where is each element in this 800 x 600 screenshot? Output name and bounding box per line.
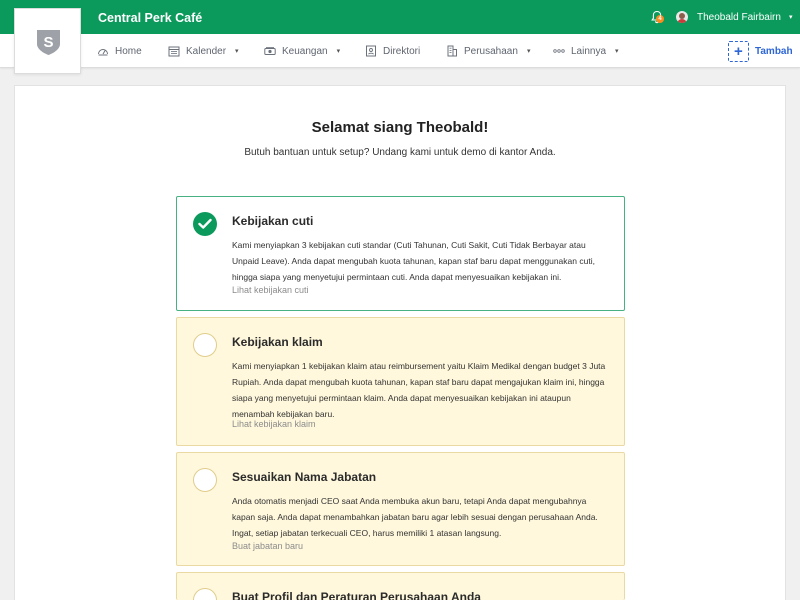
- building-icon: [446, 45, 458, 57]
- company-logo[interactable]: [14, 8, 81, 74]
- company-name[interactable]: Central Perk Café: [98, 11, 203, 25]
- nav-label: Perusahaan: [464, 45, 518, 57]
- add-button[interactable]: [728, 41, 749, 62]
- top-bar: [0, 0, 800, 34]
- chevron-down-icon: ▾: [235, 48, 239, 55]
- page-subtitle: Butuh bantuan untuk setup? Undang kami untuk demo di kantor Anda.: [244, 147, 556, 158]
- card-link[interactable]: Buat jabatan baru: [232, 541, 304, 551]
- directory-icon: [365, 45, 377, 57]
- calendar-icon: [168, 45, 180, 57]
- card-link[interactable]: Lihat kebijakan klaim: [232, 419, 316, 429]
- chevron-down-icon: ▾: [526, 48, 531, 55]
- notification-badge: 4: [656, 15, 664, 23]
- nav-item-home[interactable]: [97, 34, 142, 68]
- setup-card-leave-policy: [176, 196, 625, 311]
- card-description: Kami menyiapkan 3 kebijakan cuti standar (Cuti Tahunan, Cuti Sakit, Cuti Tidak Berbayar atau Unpaid Leave). Anda dapat mengubah kuota tahunan, kapan staf baru dapat menggunakan cuti, hingga siapa yang menyetujui permintaan cuti. Anda dapat menyesuaikan kebijakan ini.: [232, 240, 595, 282]
- nav-item-keuangan[interactable]: [264, 34, 340, 68]
- setup-card-job-titles: [176, 452, 625, 566]
- money-icon: [264, 45, 276, 57]
- plus-icon: +: [734, 43, 743, 60]
- check-circle-icon[interactable]: [193, 212, 217, 236]
- card-title: Kebijakan cuti: [232, 214, 314, 228]
- nav-label: Lainnya: [571, 45, 607, 57]
- nav-label: Keuangan: [282, 45, 328, 57]
- card-title: Buat Profil dan Peraturan Perusahaan Anda: [232, 590, 481, 600]
- dashboard-icon: [97, 45, 109, 57]
- card-link[interactable]: Lihat kebijakan cuti: [232, 285, 309, 295]
- empty-circle-icon[interactable]: [193, 468, 217, 492]
- card-title: Sesuaikan Nama Jabatan: [232, 470, 377, 484]
- nav-item-direktori[interactable]: [365, 34, 420, 68]
- setup-card-company-profile: [176, 572, 625, 600]
- nav-item-lainnya[interactable]: [553, 34, 619, 68]
- nav-item-kalender[interactable]: [168, 34, 239, 68]
- shield-logo-icon: [36, 28, 61, 56]
- chevron-down-icon[interactable]: ▾: [789, 14, 793, 21]
- more-icon: [553, 45, 565, 57]
- nav-item-perusahaan[interactable]: [446, 34, 530, 68]
- main-nav: [0, 34, 800, 68]
- nav-label: Direktori: [383, 45, 421, 57]
- card-description: Kami menyiapkan 1 kebijakan klaim atau reimbursement yaitu Klaim Medikal dengan budget 3 Juta Rupiah. Anda dapat mengubah kuota tahunan, kapan staf baru dapat mengajukan klaim ini, hingga siapa yang menyetujui permintaan klaim. Anda dapat menyesuaikan kebijakan ini ataupun menambah kebijakan baru.: [232, 361, 606, 419]
- empty-circle-icon[interactable]: [193, 333, 217, 357]
- page-title: Selamat siang Theobald!: [311, 119, 489, 136]
- nav-label: Home: [115, 45, 142, 57]
- nav-label: Kalender: [186, 45, 227, 57]
- setup-card-claim-policy: [176, 317, 625, 446]
- avatar[interactable]: [676, 11, 688, 23]
- empty-circle-icon[interactable]: [193, 588, 217, 600]
- user-name[interactable]: Theobald Fairbairn: [697, 12, 781, 23]
- chevron-down-icon: ▾: [615, 48, 619, 55]
- chevron-down-icon: ▾: [336, 48, 341, 55]
- card-description: Anda otomatis menjadi CEO saat Anda membuka akun baru, tetapi Anda dapat mengubahnya kapan saja. Anda dapat menambahkan jabatan baru agar lebih sesuai dengan perusahaan Anda. Ingat, setiap jabatan terkecuali CEO, harus memiliki 1 atasan langsung.: [232, 496, 598, 538]
- svg-text:S: S: [43, 34, 54, 51]
- add-button-label[interactable]: Tambah: [755, 46, 793, 57]
- card-title: Kebijakan klaim: [232, 335, 323, 349]
